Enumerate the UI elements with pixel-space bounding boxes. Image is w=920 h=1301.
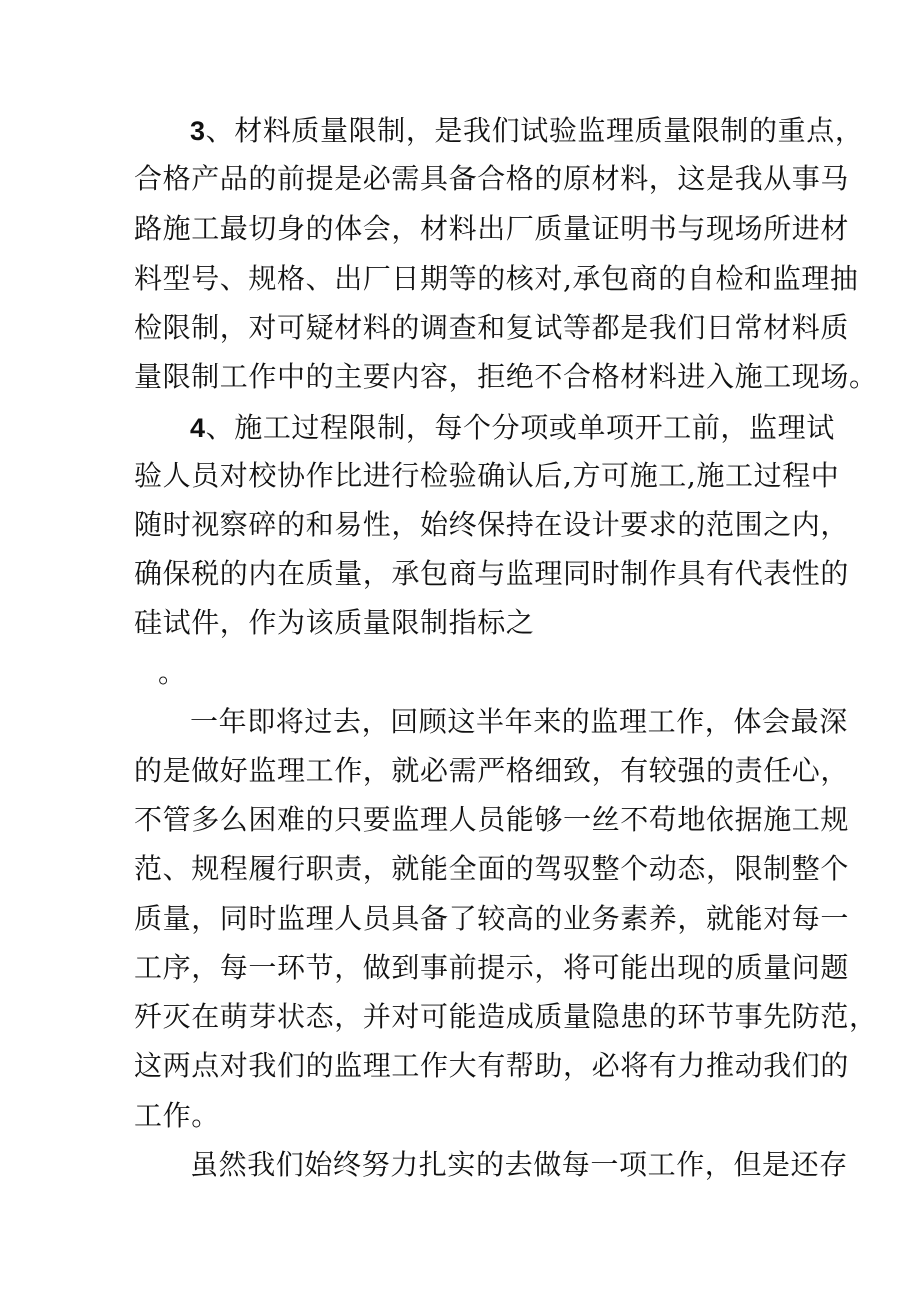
paragraph-4-line-2: 验人员对校协作比进行检验确认后,方可施工,施工过程中 xyxy=(134,459,840,492)
paragraph-3-line-2: 合格产品的前提是必需具备合格的原材料，这是我从事马 xyxy=(134,162,850,195)
paragraph-5-line-1: 一年即将过去，回顾这半年来的监理工作，体会最深 xyxy=(190,705,848,738)
paragraph-5-line-3: 不管多么困难的只要监理人员能够一丝不苟地依据施工规 xyxy=(134,803,850,836)
paragraph-5-line-8: 这两点对我们的监理工作大有帮助，必将有力推动我们的 xyxy=(134,1049,850,1082)
paragraph-5-line-6: 工序，每一环节，做到事前提示，将可能出现的质量问题 xyxy=(134,951,850,984)
paragraph-3-line-3: 路施工最切身的体会，材料出厂质量证明书与现场所进材 xyxy=(134,212,850,245)
paragraph-3-line-5: 检限制，对可疑材料的调查和复试等都是我们日常材料质 xyxy=(134,311,850,344)
paragraph-3-line-6: 量限制工作中的主要内容，拒绝不合格材料进入施工现场。 xyxy=(134,360,878,393)
paragraph-5-line-2: 的是做好监理工作，就必需严格细致，有较强的责任心， xyxy=(134,754,850,787)
paragraph-5-line-4: 范、规程履行职责，就能全面的驾驭整个动态，限制整个 xyxy=(134,852,850,885)
paragraph-3-line-1 xyxy=(190,108,864,154)
paragraph-5-line-7: 歼灭在萌芽状态，并对可能造成质量隐患的环节事先防范， xyxy=(134,1000,878,1033)
paragraph-4-line-6: 。 xyxy=(158,656,187,689)
paragraph-4-line-3: 随时视察碎的和易性，始终保持在设计要求的范围之内， xyxy=(134,508,850,541)
paragraph-5-line-9: 工作。 xyxy=(134,1099,220,1132)
paragraph-4-line-1-text: 、施工过程限制，每个分项或单项开工前，监理试 xyxy=(205,411,835,444)
paragraph-3-number: 3 xyxy=(190,116,206,146)
paragraph-4-line-5: 硅试件，作为该质量限制指标之 xyxy=(134,606,535,639)
paragraph-6-line-1: 虽然我们始终努力扎实的去做每一项工作，但是还存 xyxy=(190,1148,848,1181)
paragraph-3-line-4: 料型号、规格、出厂日期等的核对,承包商的自检和监理抽 xyxy=(134,262,859,295)
paragraph-3-line-1-text: 、材料质量限制，是我们试验监理质量限制的重点， xyxy=(205,114,864,147)
paragraph-5-line-5: 质量，同时监理人员具备了较高的业务素养，就能对每一 xyxy=(134,902,850,935)
paragraph-4-line-4: 确保税的内在质量，承包商与监理同时制作具有代表性的 xyxy=(134,557,850,590)
paragraph-4-line-1 xyxy=(190,405,835,451)
paragraph-4-number: 4 xyxy=(190,413,206,443)
